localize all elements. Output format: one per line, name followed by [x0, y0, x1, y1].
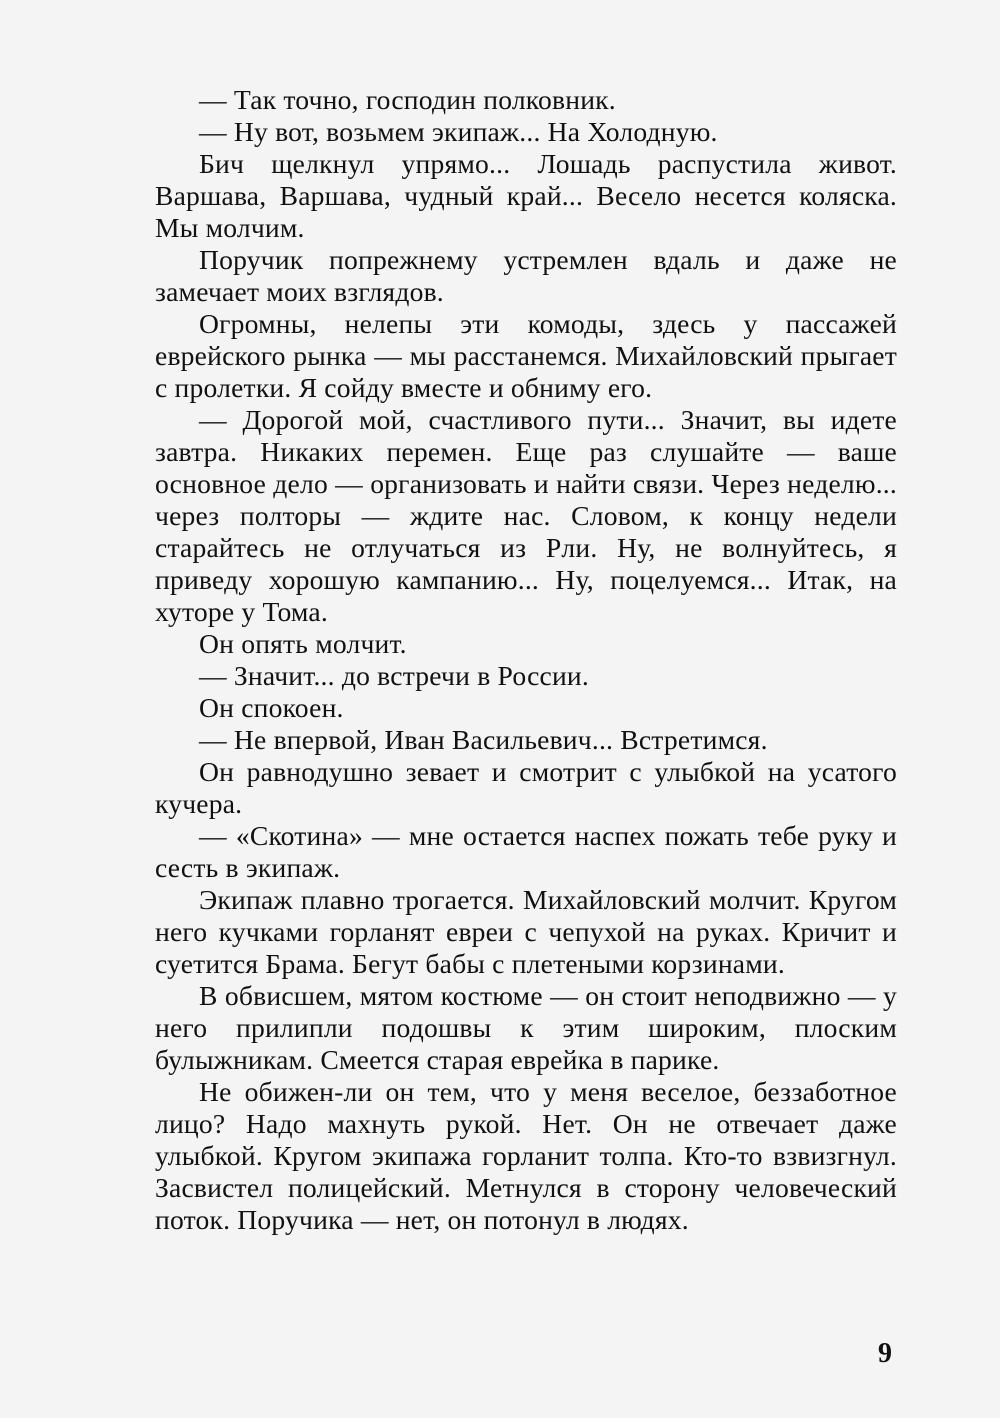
paragraph: В обвисшем, мятом костюме — он стоит неподвижно — у него прилипли подошвы к этим широким, плоским булыжникам. Смеется старая еврейка в парике. [155, 980, 897, 1075]
paragraph: — Значит... до встречи в России. [199, 660, 589, 691]
paragraph: Он спокоен. [199, 692, 344, 723]
paragraph: Он опять молчит. [199, 628, 407, 659]
page-number: 9 [878, 1338, 892, 1369]
paragraph: — Ну вот, возьмем экипаж... На Холодную. [199, 116, 718, 147]
paragraph: Он равнодушно зевает и смотрит с улыбкой на усатого кучера. [155, 756, 897, 819]
paragraph: — Дорогой мой, счастливого пути... Значит, вы идете завтра. Никаких перемен. Еще раз слушайте — ваше основное дело — организовать и найти связи. Через неделю... через полторы — ждите нас. Словом, к концу недели старайтесь не отлучаться из Рли. Ну, не волнуйтесь, я приведу хорошую кампанию... Ну, поцелуемся... Итак, на хуторе у Тома. [155, 404, 897, 627]
paragraph: Поручик попрежнему устремлен вдаль и даже не замечает моих взглядов. [155, 244, 897, 307]
paragraph: — Не впервой, Иван Васильевич... Встретимся. [199, 724, 768, 755]
paragraph: — Так точно, господин полковник. [199, 84, 616, 115]
paragraph: Не обижен-ли он тем, что у меня веселое, беззаботное лицо? Надо махнуть рукой. Нет. Он не отвечает даже улыбкой. Кругом экипажа горланит толпа. Кто-то взвизгнул. Засвистел полицейский. Метнулся в сторону человеческий поток. Поручика — нет, он потонул в людях. [155, 1076, 897, 1235]
paragraph: Огромны, нелепы эти комоды, здесь у пассажей еврейского рынка — мы расстанемся. Михайловский прыгает с пролетки. Я сойду вместе и обниму его. [155, 308, 897, 403]
body-text [155, 84, 897, 1236]
paragraph: — «Скотина» — мне остается наспех пожать тебе руку и сесть в экипаж. [155, 820, 897, 883]
paragraph: Бич щелкнул упрямо... Лошадь распустила живот. Варшава, Варшава, чудный край... Весело несется коляска. Мы молчим. [155, 148, 897, 243]
paragraph: Экипаж плавно трогается. Михайловский молчит. Кругом него кучками горланят евреи с чепухой на руках. Кричит и суетится Брама. Бегут бабы с плетеными корзинами. [155, 884, 897, 979]
